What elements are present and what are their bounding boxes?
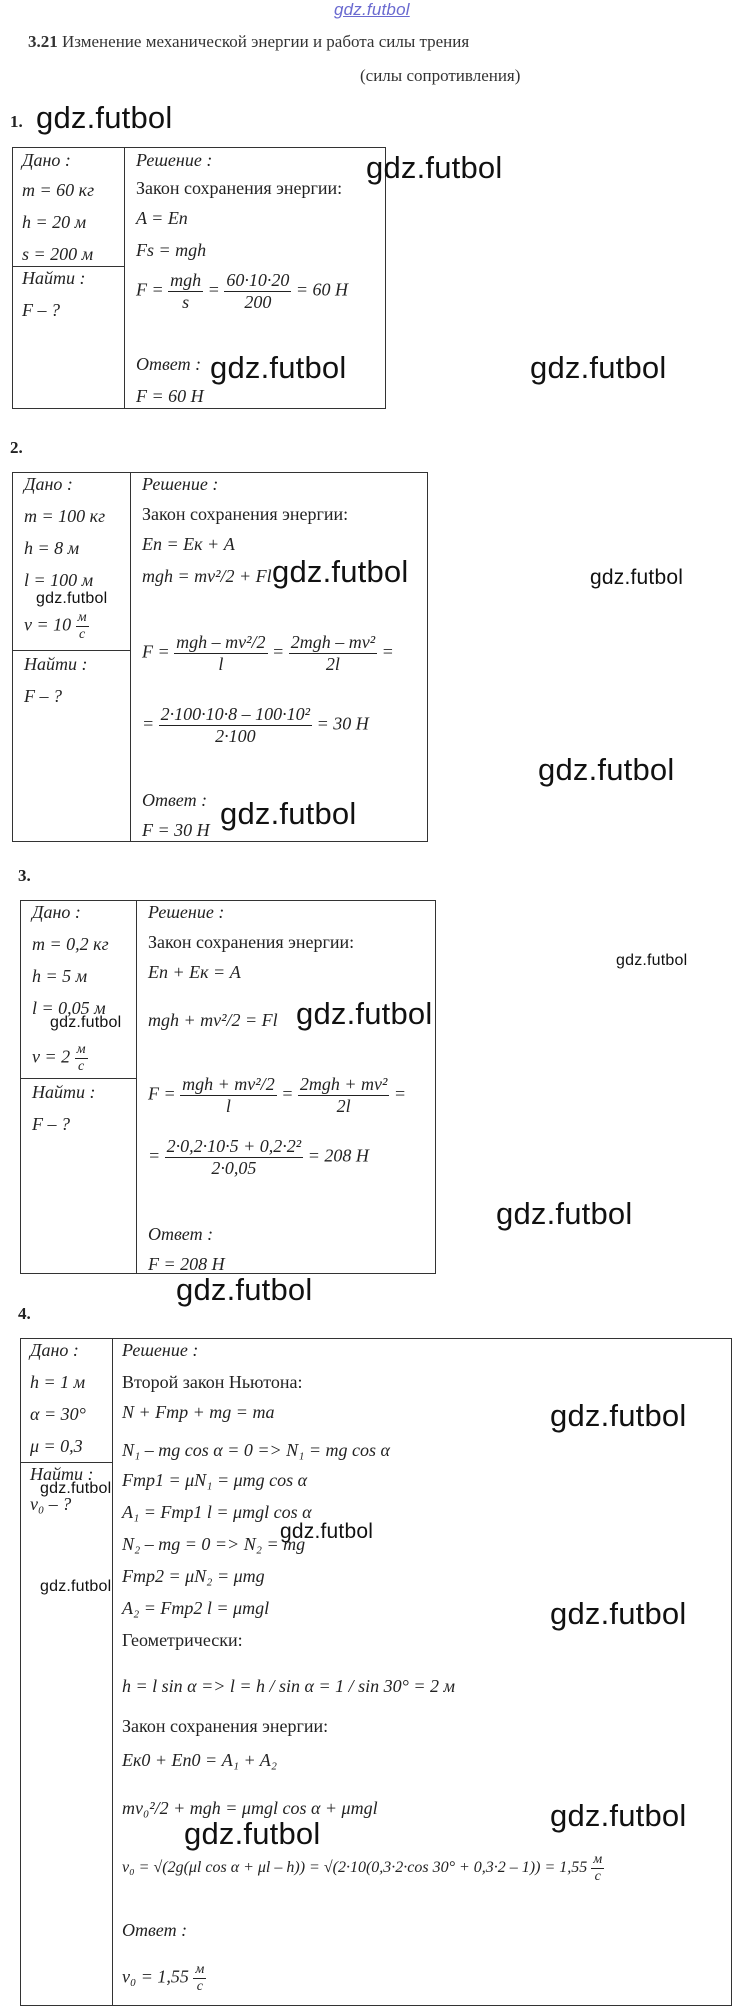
p4-law: Закон сохранения энергии: [122, 1716, 329, 1736]
p3-given-2: l = 0,05 м [32, 998, 106, 1018]
p1-result: = 60 Н [295, 279, 348, 300]
p2-answer: F = 30 Н [142, 820, 210, 840]
problem-4-number: 4. [18, 1304, 31, 1323]
p3-calc-line: = $\frac{\text{2·0,2·10·5 + 0,2·2²}}{2\cdot 0,05}$ = 208 Н [148, 1136, 369, 1178]
p4-line-0: N + Fтр + mg = ma [122, 1402, 275, 1422]
p4-given-label: Дано : [30, 1340, 79, 1360]
p1-find-label: Найти : [22, 268, 86, 288]
watermark: gdz.futbol [40, 1578, 112, 1595]
p4-e3: v₀ = √(2g(μl cos α + μl – h)) = √(2·10(0,3·2·cos 30° + 0,3·2 – 1)) = 1,55 $\frac{м}{с}$ [122, 1852, 603, 1884]
section-title [28, 32, 469, 52]
p3-calc-den: 2·0,05 [211, 1158, 257, 1178]
p1-calc-den: 200 [244, 292, 272, 312]
watermark: gdz.futbol [50, 1014, 122, 1031]
p3-law: Закон сохранения энергии: [148, 932, 355, 952]
watermark: gdz.futbol [550, 1596, 687, 1631]
p4-line-2: Fтр1 = μN₁ = μmg cos α [122, 1470, 308, 1490]
p1-eq-0: A = Eп [136, 208, 188, 228]
p1-calc: 60·10·20 [226, 270, 290, 290]
watermark: gdz.futbol [280, 1520, 374, 1543]
watermark: gdz.futbol [616, 952, 688, 969]
watermark: gdz.futbol [220, 796, 357, 831]
p2-unknown: F – ? [24, 686, 62, 706]
p3-unknown: F – ? [32, 1114, 70, 1134]
p4-given-1: α = 30° [30, 1404, 86, 1424]
p2-answer-label: Ответ : [142, 790, 208, 810]
watermark-header: gdz.futbol [334, 0, 410, 19]
p3-given-3: v = 2 $\frac{м}{с}$ [32, 1042, 86, 1074]
p1-answer: F = 60 Н [136, 386, 204, 406]
watermark: gdz.futbol [496, 1196, 633, 1231]
p4-unknown: v₀ – ? [30, 1494, 72, 1514]
p2-calc-den: 2·100 [215, 726, 256, 746]
p4-newton: Второй закон Ньютона: [122, 1372, 303, 1392]
watermark: gdz.futbol [272, 554, 409, 589]
p4-solution-label: Решение : [122, 1340, 199, 1360]
p2-result: = 30 Н [316, 713, 369, 734]
watermark: gdz.futbol [550, 1798, 687, 1833]
p3-given-0: m = 0,2 кг [32, 934, 109, 954]
section-number: 3.21 [28, 32, 58, 51]
problem-4-box [20, 1338, 732, 2006]
watermark: gdz.futbol [590, 566, 684, 589]
watermark: gdz.futbol [36, 100, 173, 135]
p4-line-5: Fтр2 = μN₂ = μmg [122, 1566, 265, 1586]
p1-given-0: m = 60 кг [22, 180, 95, 200]
p2-solution-label: Решение : [142, 474, 219, 494]
p2-given-label: Дано : [24, 474, 73, 494]
p4-line-4: N₂ – mg = 0 => N₂ = mg [122, 1534, 306, 1554]
p2-formula: F = $\frac{\text{mgh – mv²/2}}{l}$ = $\frac{\text{2mgh – mv²}}{2l}$ = [142, 632, 394, 674]
p3-given-label: Дано : [32, 902, 81, 922]
p3-formula: F = $\frac{\text{mgh + mv²/2}}{l}$ = $\frac{\text{2mgh + mv²}}{2l}$ = [148, 1074, 407, 1116]
p4-line-6: A₂ = Fтр2 l = μmgl [122, 1598, 270, 1618]
p4-find-label: Найти : [30, 1464, 94, 1484]
watermark: gdz.futbol [530, 350, 667, 385]
p3-find-label: Найти : [32, 1082, 96, 1102]
watermark: gdz.futbol [210, 350, 347, 385]
watermark: gdz.futbol [40, 1480, 112, 1497]
p4-geometry: Геометрически: [122, 1630, 243, 1650]
p2-given-1: h = 8 м [24, 538, 80, 558]
watermark: gdz.futbol [550, 1398, 687, 1433]
p1-unknown: F – ? [22, 300, 60, 320]
watermark: gdz.futbol [176, 1272, 313, 1307]
p1-given-label: Дано : [22, 150, 71, 170]
p2-given-3: v = 10 $\frac{м}{с}$ [24, 610, 87, 642]
p1-given-2: s = 200 м [22, 244, 94, 264]
p4-answer-label: Ответ : [122, 1920, 188, 1940]
watermark: gdz.futbol [296, 996, 433, 1031]
p4-e1: Eк0 + Eп0 = A₁ + A₂ [122, 1750, 278, 1770]
p2-eq-1: mgh = mv²/2 + Fl [142, 566, 272, 586]
problem-3-number: 3. [18, 866, 31, 885]
p4-e2: mv₀²/2 + mgh = μmgl cos α + μmgl [122, 1798, 378, 1818]
p4-geo: h = l sin α => l = h / sin α = 1 / sin 30° = 2 м [122, 1676, 455, 1696]
problem-2-number: 2. [10, 438, 23, 457]
p3-result: = 208 Н [307, 1145, 369, 1166]
p4-given-2: μ = 0,3 [30, 1436, 83, 1456]
p4-answer: v₀ = 1,55 $\frac{м}{с}$ [122, 1962, 205, 1994]
section-subtitle: (силы сопротивления) [360, 66, 521, 85]
problem-1-number: 1. [10, 112, 23, 131]
p2-calc-line: = $\frac{\text{2·100·10·8 – 100·10²}}{2\cdot 100}$ = 30 Н [142, 704, 369, 746]
p2-given-0: m = 100 кг [24, 506, 106, 526]
p1-formula: F = $\frac{\text{mgh}}{s}$ = $\frac{60\cdot 10\cdot 20}{200}$ = 60 Н [136, 270, 348, 312]
p2-given-2: l = 100 м [24, 570, 94, 590]
p2-eq-0: Eп = Eк + A [142, 534, 235, 554]
p4-given-0: h = 1 м [30, 1372, 86, 1392]
p4-line-3: A₁ = Fтр1 l = μmgl cos α [122, 1502, 312, 1522]
p3-answer: F = 208 Н [148, 1254, 225, 1274]
p2-find-label: Найти : [24, 654, 88, 674]
p1-answer-label: Ответ : [136, 354, 202, 374]
p2-calc: 2·100·10·8 – 100·10² [160, 704, 311, 724]
watermark: gdz.futbol [36, 590, 108, 607]
p4-line-1: N₁ – mg cos α = 0 => N₁ = mg cos α [122, 1440, 390, 1460]
p3-calc: 2·0,2·10·5 + 0,2·2² [166, 1136, 302, 1156]
p2-law: Закон сохранения энергии: [142, 504, 349, 524]
watermark: gdz.futbol [184, 1816, 321, 1851]
p3-answer-label: Ответ : [148, 1224, 214, 1244]
p3-eq-0: Eп + Eк = A [148, 962, 241, 982]
p3-given-1: h = 5 м [32, 966, 88, 986]
p1-law: Закон сохранения энергии: [136, 178, 343, 198]
p1-given-1: h = 20 м [22, 212, 87, 232]
p3-eq-1: mgh + mv²/2 = Fl [148, 1010, 278, 1030]
watermark: gdz.futbol [366, 150, 503, 185]
p3-solution-label: Решение : [148, 902, 225, 922]
watermark: gdz.futbol [538, 752, 675, 787]
p1-solution-label: Решение : [136, 150, 213, 170]
section-title-text: Изменение механической энергии и работа силы трения [62, 32, 470, 51]
p1-eq-1: Fs = mgh [136, 240, 207, 260]
